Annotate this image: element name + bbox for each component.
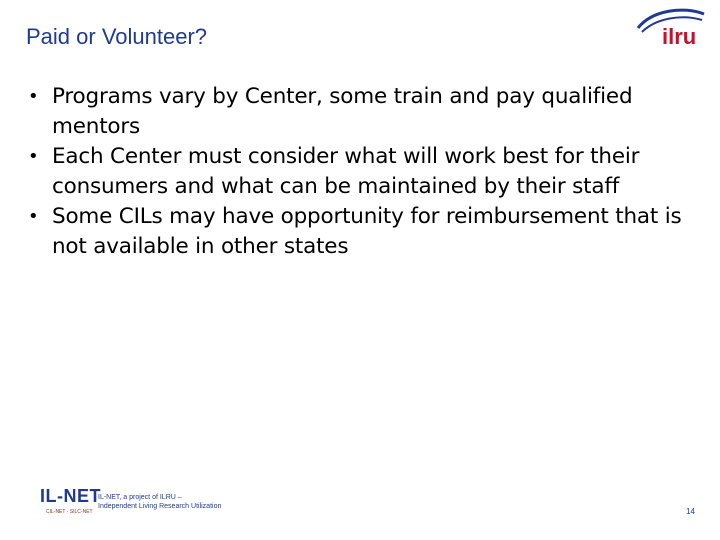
bullet-dot: • bbox=[28, 86, 39, 107]
page-number: 14 bbox=[686, 507, 695, 516]
il-net-brand-sub: CIL-NET · SILC-NET bbox=[46, 509, 93, 515]
footer-tagline-2: Independent Living Research Utilization bbox=[98, 503, 222, 510]
bullet-item bbox=[28, 202, 700, 262]
footer-tagline-1: IL-NET, a project of ILRU – bbox=[98, 494, 182, 501]
ilru-logo bbox=[632, 6, 708, 50]
il-net-brand: IL-NET bbox=[40, 486, 101, 506]
bullet-text: Each Center must consider what will work best for their consumers and what can be maintained by their staff bbox=[52, 144, 640, 199]
ilru-logo-text: ilru bbox=[662, 24, 697, 49]
bullet-item bbox=[28, 142, 700, 202]
il-net-footer-logo bbox=[40, 486, 270, 520]
slide-title: Paid or Volunteer? bbox=[26, 24, 208, 49]
bullet-text: Some CILs may have opportunity for reimbursement that is not available in other states bbox=[52, 204, 682, 259]
bullet-item bbox=[28, 82, 700, 142]
bullet-list bbox=[28, 82, 700, 262]
bullet-dot: • bbox=[28, 146, 39, 167]
bullet-dot: • bbox=[28, 206, 39, 227]
bullet-text: Programs vary by Center, some train and pay qualified mentors bbox=[52, 84, 633, 139]
